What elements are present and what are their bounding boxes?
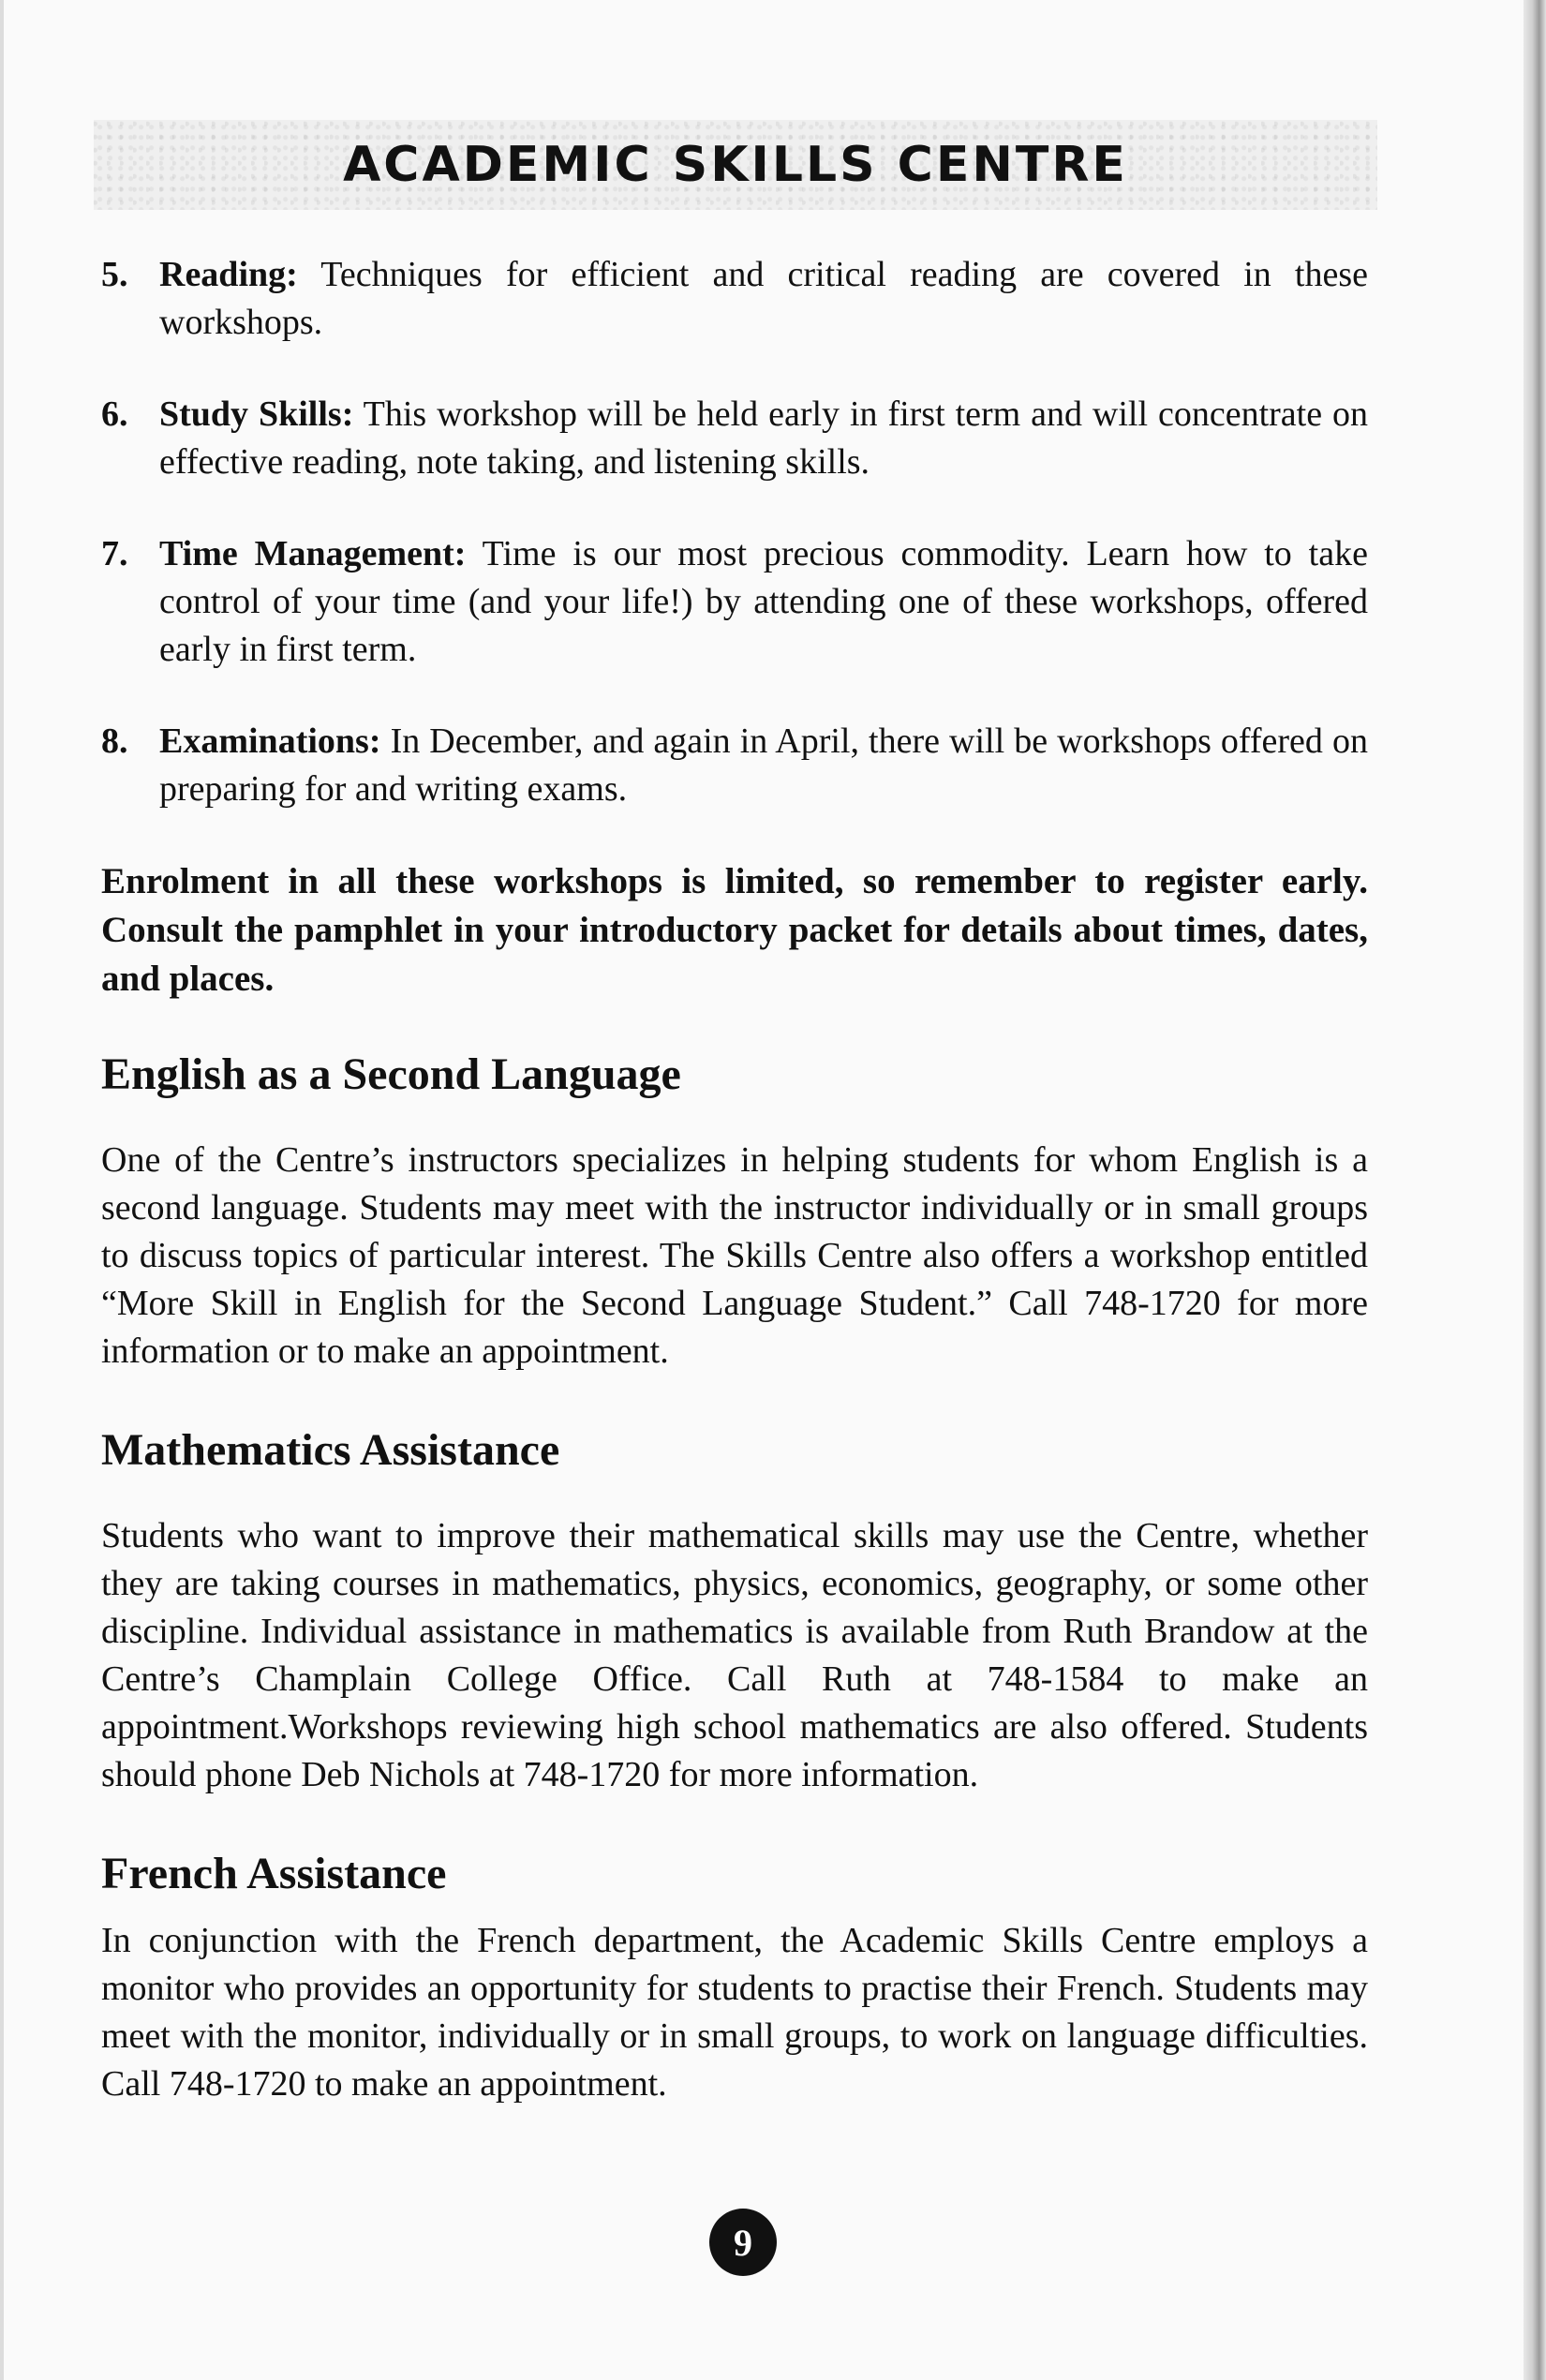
workshop-body — [159, 251, 1368, 347]
workshop-text: In December, and again in April, there will be workshops offered on preparing for and writing exams. — [159, 721, 1368, 809]
workshop-text: Time is our most precious commodity. Learn how to take control of your time (and your life!) by attending one of these workshops, offered early in first term. — [159, 534, 1368, 669]
workshop-number: 6. — [101, 394, 128, 434]
section-body-esl: One of the Centre’s instructors specializes in helping students for whom English is a second language. Students may meet with the instructor individually or in small groups to discuss topics of particular interest. The Skills Centre also offers a workshop entitled “More Skill in English for the Second Language Student.” Call 748-1720 for more information or to make an appointment. — [101, 1140, 1368, 1371]
workshop-label: Reading: — [159, 255, 298, 294]
page-edge-left — [0, 0, 4, 2380]
workshop-body — [159, 530, 1368, 674]
workshop-item-examinations — [101, 718, 1368, 813]
page-number-badge: 9 — [709, 2209, 777, 2276]
workshop-item-study-skills — [101, 391, 1368, 486]
section-body-french: In conjunction with the French department, the Academic Skills Centre employs a monitor who provides an opportunity for students to practise their French. Students may meet with the monitor, individually or in small groups, to work on language difficulties. Call 748-1720 to make an appointment. — [101, 1921, 1368, 2104]
header-banner — [94, 120, 1377, 210]
workshop-number: 7. — [101, 534, 128, 573]
workshop-body — [159, 718, 1368, 813]
workshop-label: Time Management: — [159, 534, 467, 573]
workshop-item-reading — [101, 251, 1368, 347]
section-heading-french: French Assistance — [101, 1849, 447, 1898]
workshop-number: 8. — [101, 721, 128, 761]
section-heading-esl: English as a Second Language — [101, 1049, 681, 1099]
section-heading-mathematics: Mathematics Assistance — [101, 1425, 560, 1475]
workshop-label: Examinations: — [159, 721, 381, 761]
workshop-number: 5. — [101, 255, 128, 294]
page-content — [101, 251, 1368, 2155]
workshop-body — [159, 391, 1368, 486]
page-header-title: ACADEMIC SKILLS CENTRE — [343, 137, 1128, 193]
section-body-mathematics: Students who want to improve their mathematical skills may use the Centre, whether they are taking courses in mathematics, physics, economics, geography, or some other discipline. Individual assistance in mathematics is available from Ruth Brandow at the Centre’s Champlain College Office. Call Ruth at 748-1584 to make an appointment.Workshops reviewing high school mathematics are also offered. Students should phone Deb Nichols at 748-1720 for more information. — [101, 1516, 1368, 1794]
workshop-text: This workshop will be held early in first term and will concentrate on effective reading, note taking, and listening skills. — [159, 394, 1368, 482]
enrolment-notice: Enrolment in all these workshops is limited, so remember to register early. Consult the pamphlet in your introductory packet for details about times, dates, and places. — [101, 861, 1368, 999]
workshop-label: Study Skills: — [159, 394, 354, 434]
workshop-text: Techniques for efficient and critical reading are covered in these workshops. — [159, 255, 1368, 342]
page-edge-right — [1524, 0, 1546, 2380]
workshop-item-time-management — [101, 530, 1368, 674]
